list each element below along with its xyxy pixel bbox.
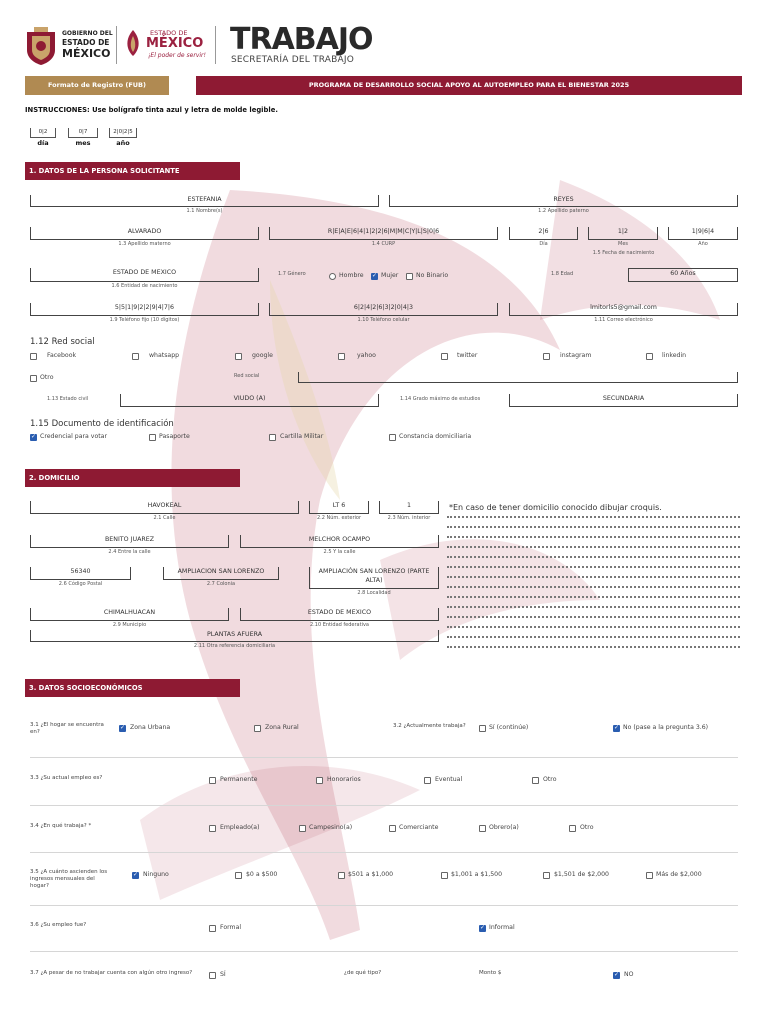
entidad-federativa-field[interactable]: ESTADO DE MEXICO bbox=[240, 608, 439, 621]
colonia-field[interactable]: AMPLIACION SAN LORENZO bbox=[163, 567, 279, 580]
q33-honorarios-label: Honorarios bbox=[327, 776, 361, 783]
correo-field[interactable]: lmitorls5@gmail.com bbox=[509, 303, 738, 316]
gov-line2: ESTADO DE bbox=[62, 38, 110, 47]
header-divider bbox=[116, 26, 117, 64]
codigo-postal-field[interactable]: 56340 bbox=[30, 567, 131, 580]
red-linkedin-checkbox[interactable] bbox=[646, 353, 653, 360]
q33-honorarios-checkbox[interactable] bbox=[316, 777, 323, 784]
doc-credencial-checkbox[interactable] bbox=[30, 434, 37, 441]
q35-1001-1500-label: $1,001 a $1,500 bbox=[451, 871, 503, 878]
red-facebook-checkbox[interactable] bbox=[30, 353, 37, 360]
birth-date-label: 1.5 Fecha de nacimiento bbox=[592, 250, 655, 256]
q35-501-1000-checkbox[interactable] bbox=[338, 872, 345, 879]
genero-hombre-label: Hombre bbox=[339, 272, 364, 279]
q34-empleado-checkbox[interactable] bbox=[209, 825, 216, 832]
q34-obrero-label: Obrero(a) bbox=[489, 824, 519, 831]
red-twitter-checkbox[interactable] bbox=[441, 353, 448, 360]
red-otro-label: Otro bbox=[40, 374, 54, 381]
num-ext-field[interactable]: LT 6 bbox=[309, 501, 369, 514]
red-twitter-label: twitter bbox=[457, 352, 478, 359]
genero-mujer-radio[interactable] bbox=[371, 273, 378, 280]
birth-day-field[interactable]: 2|6 bbox=[509, 227, 578, 240]
edomex-main: MÉXICO bbox=[146, 36, 204, 51]
red-otro-checkbox[interactable] bbox=[30, 375, 37, 382]
estado-civil-label: 1.13 Estado civil bbox=[47, 396, 89, 402]
grado-estudios-label: 1.14 Grado máximo de estudios bbox=[400, 396, 481, 402]
documento-title: 1.15 Documento de identificación bbox=[30, 419, 174, 429]
y-calle-field[interactable]: MELCHOR OCAMPO bbox=[240, 535, 439, 548]
divider-31 bbox=[30, 757, 738, 758]
instructions: INSTRUCCIONES: Use bolígrafo tinta azul y letra de molde legible. bbox=[25, 106, 278, 114]
q35-1001-1500-checkbox[interactable] bbox=[441, 872, 448, 879]
q37-si-label: SÍ bbox=[220, 971, 226, 978]
q37-no-label: NO bbox=[624, 971, 634, 978]
brand-title: TRABAJO bbox=[230, 22, 373, 57]
municipio-field[interactable]: CHIMALHUACAN bbox=[30, 608, 229, 621]
birth-day-label: Día bbox=[539, 241, 548, 247]
estado-civil-field[interactable]: VIUDO (A) bbox=[120, 394, 379, 407]
coat-of-arms-icon bbox=[24, 26, 58, 66]
header-divider-2 bbox=[215, 26, 216, 64]
q34-empleado-label: Empleado(a) bbox=[220, 824, 260, 831]
red-linkedin-label: linkedin bbox=[662, 352, 687, 359]
q34-campesino-checkbox[interactable] bbox=[299, 825, 306, 832]
birth-month-label: Mes bbox=[618, 241, 628, 247]
localidad-field[interactable]: AMPLIACIÓN SAN LORENZO (PARTE ALTA) bbox=[309, 567, 439, 589]
q33-otro-checkbox[interactable] bbox=[532, 777, 539, 784]
genero-label: 1.7 Género bbox=[278, 271, 306, 277]
y-calle-label: 2.5 Y la calle bbox=[323, 549, 356, 555]
date-month-field[interactable]: 0|7 bbox=[68, 128, 98, 138]
red-whatsapp-checkbox[interactable] bbox=[132, 353, 139, 360]
entre-calle-field[interactable]: BENITO JUAREZ bbox=[30, 535, 229, 548]
q36-informal-checkbox[interactable] bbox=[479, 925, 486, 932]
num-int-label: 2.3 Núm. interior bbox=[387, 515, 431, 521]
nombre-field[interactable]: ESTEFANIA bbox=[30, 195, 379, 207]
q34-otro-label: Otro bbox=[580, 824, 594, 831]
telefono-fijo-field[interactable]: 5|5|1|9|2|2|9|4|7|6 bbox=[30, 303, 259, 316]
entidad-nacimiento-field[interactable]: ESTADO DE MEXICO bbox=[30, 268, 259, 282]
genero-nobinario-radio[interactable] bbox=[406, 273, 413, 280]
q37-tipo-label: ¿de qué tipo? bbox=[344, 970, 382, 976]
q36-informal-label: Informal bbox=[489, 924, 515, 931]
red-yahoo-label: yahoo bbox=[357, 352, 376, 359]
entidad-federativa-label: 2.10 Entidad federativa bbox=[310, 622, 369, 628]
apellido-materno-label: 1.3 Apellido materno bbox=[118, 241, 171, 247]
gov-line3: MÉXICO bbox=[62, 47, 111, 60]
q37-no-checkbox[interactable] bbox=[613, 972, 620, 979]
edomex-slogan: ¡El poder de servir! bbox=[148, 52, 206, 59]
q32-si-label: Sí (continúe) bbox=[489, 724, 529, 731]
section2-title: 2. DOMICILIO bbox=[25, 469, 240, 487]
q36-formal-checkbox[interactable] bbox=[209, 925, 216, 932]
apellido-paterno-label: 1.2 Apellido paterno bbox=[538, 208, 589, 214]
curp-label: 1.4 CURP bbox=[371, 241, 396, 247]
red-social-field-label: Red social bbox=[234, 373, 260, 379]
red-google-checkbox[interactable] bbox=[235, 353, 242, 360]
nombre-label: 1.1 Nombre(s) bbox=[186, 208, 223, 214]
doc-pasaporte-label: Pasaporte bbox=[159, 433, 190, 440]
referencia-field[interactable]: PLANTAS AFUERA bbox=[30, 630, 439, 642]
red-facebook-label: Facebook bbox=[47, 352, 77, 359]
q34-label: 3.4 ¿En qué trabaja? * bbox=[30, 823, 92, 829]
red-social-otro-field[interactable] bbox=[298, 372, 738, 383]
q31-rural-label: Zona Rural bbox=[265, 724, 299, 731]
referencia-label: 2.11 Otra referencia domiciliaria bbox=[193, 643, 276, 649]
doc-pasaporte-checkbox[interactable] bbox=[149, 434, 156, 441]
red-instagram-checkbox[interactable] bbox=[543, 353, 550, 360]
grado-estudios-field[interactable]: SECUNDARIA bbox=[509, 394, 738, 407]
q35-ninguno-checkbox[interactable] bbox=[132, 872, 139, 879]
birth-year-field[interactable]: 1|9|6|4 bbox=[668, 227, 738, 240]
q31-rural-checkbox[interactable] bbox=[254, 725, 261, 732]
birth-year-label: Año bbox=[698, 241, 708, 247]
q35-mas-2000-checkbox[interactable] bbox=[646, 872, 653, 879]
q33-eventual-label: Eventual bbox=[435, 776, 463, 783]
calle-field[interactable]: HAVOKEAL bbox=[30, 501, 299, 514]
section1-title: 1. DATOS DE LA PERSONA SOLICITANTE bbox=[25, 162, 240, 180]
genero-hombre-radio[interactable] bbox=[329, 273, 336, 280]
edad-field[interactable]: 60 Años bbox=[628, 268, 738, 282]
colonia-label: 2.7 Colonia bbox=[206, 581, 236, 587]
q35-0-500-label: $0 a $500 bbox=[246, 871, 278, 878]
red-instagram-label: instagram bbox=[560, 352, 592, 359]
correo-label: 1.11 Correo electrónico bbox=[594, 317, 653, 323]
doc-cartilla-label: Cartilla Militar bbox=[280, 433, 324, 440]
q37-si-checkbox[interactable] bbox=[209, 972, 216, 979]
edad-label: 1.8 Edad bbox=[551, 271, 574, 277]
num-int-field[interactable]: 1 bbox=[379, 501, 439, 514]
q34-comerciante-label: Comerciante bbox=[399, 824, 439, 831]
q34-otro-checkbox[interactable] bbox=[569, 825, 576, 832]
q35-1501-2000-checkbox[interactable] bbox=[543, 872, 550, 879]
q32-label: 3.2 ¿Actualmente trabaja? bbox=[393, 723, 466, 729]
q35-label: 3.5 ¿A cuánto ascienden los ingresos mensuales del hogar? bbox=[30, 869, 108, 889]
red-social-title: 1.12 Red social bbox=[30, 337, 95, 347]
num-ext-label: 2.2 Núm. exterior bbox=[316, 515, 362, 521]
q33-permanente-checkbox[interactable] bbox=[209, 777, 216, 784]
q36-label: 3.6 ¿Su empleo fue? bbox=[30, 922, 87, 928]
genero-mujer-label: Mujer bbox=[381, 272, 399, 279]
municipio-label: 2.9 Municipio bbox=[112, 622, 147, 628]
divider-35 bbox=[30, 905, 738, 906]
telefono-celular-label: 1.10 Teléfono celular bbox=[357, 317, 410, 323]
q35-0-500-checkbox[interactable] bbox=[235, 872, 242, 879]
date-year-field[interactable]: 2|0|2|5 bbox=[109, 128, 137, 138]
apellido-paterno-field[interactable]: REYES bbox=[389, 195, 738, 207]
q32-si-checkbox[interactable] bbox=[479, 725, 486, 732]
section3-title: 3. DATOS SOCIOECONÓMICOS bbox=[25, 679, 240, 697]
q33-eventual-checkbox[interactable] bbox=[424, 777, 431, 784]
genero-nobinario-label: No Binario bbox=[416, 272, 449, 279]
q32-no-label: No (pase a la pregunta 3.6) bbox=[623, 724, 709, 731]
q35-ninguno-label: Ninguno bbox=[143, 871, 169, 878]
date-year-label: año bbox=[116, 139, 130, 147]
red-yahoo-checkbox[interactable] bbox=[338, 353, 345, 360]
edomex-top: ESTADO DE bbox=[150, 29, 188, 37]
date-day-label: día bbox=[37, 139, 49, 147]
q33-permanente-label: Permanente bbox=[220, 776, 258, 783]
birth-month-field[interactable]: 1|2 bbox=[588, 227, 658, 240]
brand-subtitle: SECRETARÍA DEL TRABAJO bbox=[231, 55, 355, 65]
telefono-celular-field[interactable]: 6|2|4|2|6|3|2|0|4|3 bbox=[269, 303, 498, 316]
telefono-fijo-label: 1.9 Teléfono fijo (10 dígitos) bbox=[109, 317, 180, 323]
q34-obrero-checkbox[interactable] bbox=[479, 825, 486, 832]
doc-constancia-checkbox[interactable] bbox=[389, 434, 396, 441]
program-title-bar: PROGRAMA DE DESARROLLO SOCIAL APOYO AL AUTOEMPLEO PARA EL BIENESTAR 2025 bbox=[196, 76, 742, 95]
croquis-note: *En caso de tener domicilio conocido dibujar croquis. bbox=[449, 503, 662, 512]
divider-34 bbox=[30, 852, 738, 853]
doc-constancia-label: Constancia domiciliaria bbox=[399, 433, 472, 440]
q35-1501-2000-label: $1,501 de $2,000 bbox=[554, 871, 609, 878]
q35-501-1000-label: $501 a $1,000 bbox=[348, 871, 394, 878]
curp-field[interactable]: R|E|A|E|6|4|1|2|2|6|M|M|C|Y|L|S|0|6 bbox=[269, 227, 498, 240]
q37-label: 3.7 ¿A pesar de no trabajar cuenta con algún otro ingreso? bbox=[30, 970, 193, 976]
q33-label: 3.3 ¿Su actual empleo es? bbox=[30, 775, 103, 781]
q31-urbana-label: Zona Urbana bbox=[130, 724, 171, 731]
q31-label: 3.1 ¿El hogar se encuentra en? bbox=[30, 722, 104, 735]
divider-36 bbox=[30, 951, 738, 952]
q33-otro-label: Otro bbox=[543, 776, 557, 783]
q36-formal-label: Formal bbox=[220, 924, 242, 931]
doc-cartilla-checkbox[interactable] bbox=[269, 434, 276, 441]
date-day-field[interactable]: 0|2 bbox=[30, 128, 56, 138]
q31-urbana-checkbox[interactable] bbox=[119, 725, 126, 732]
q34-comerciante-checkbox[interactable] bbox=[389, 825, 396, 832]
apellido-materno-field[interactable]: ALVARADO bbox=[30, 227, 259, 240]
q34-campesino-label: Campesino(a) bbox=[309, 824, 353, 831]
codigo-postal-label: 2.6 Código Postal bbox=[58, 581, 103, 587]
doc-credencial-label: Credencial para votar bbox=[40, 433, 108, 440]
entre-calle-label: 2.4 Entre la calle bbox=[108, 549, 151, 555]
calle-label: 2.1 Calle bbox=[153, 515, 176, 521]
red-whatsapp-label: whatsapp bbox=[149, 352, 180, 359]
q32-no-checkbox[interactable] bbox=[613, 725, 620, 732]
q35-mas-2000-label: Más de $2,000 bbox=[656, 871, 702, 878]
q37-monto-label: Monto $ bbox=[479, 970, 502, 976]
red-google-label: google bbox=[252, 352, 273, 359]
entidad-nacimiento-label: 1.6 Entidad de nacimiento bbox=[111, 283, 178, 289]
localidad-label: 2.8 Localidad bbox=[357, 590, 391, 596]
gov-line1: GOBIERNO DEL bbox=[62, 30, 113, 37]
edomex-flower-icon bbox=[122, 28, 144, 58]
date-month-label: mes bbox=[75, 139, 91, 147]
form-type-bar: Formato de Registro (FUB) bbox=[25, 76, 169, 95]
divider-33 bbox=[30, 805, 738, 806]
